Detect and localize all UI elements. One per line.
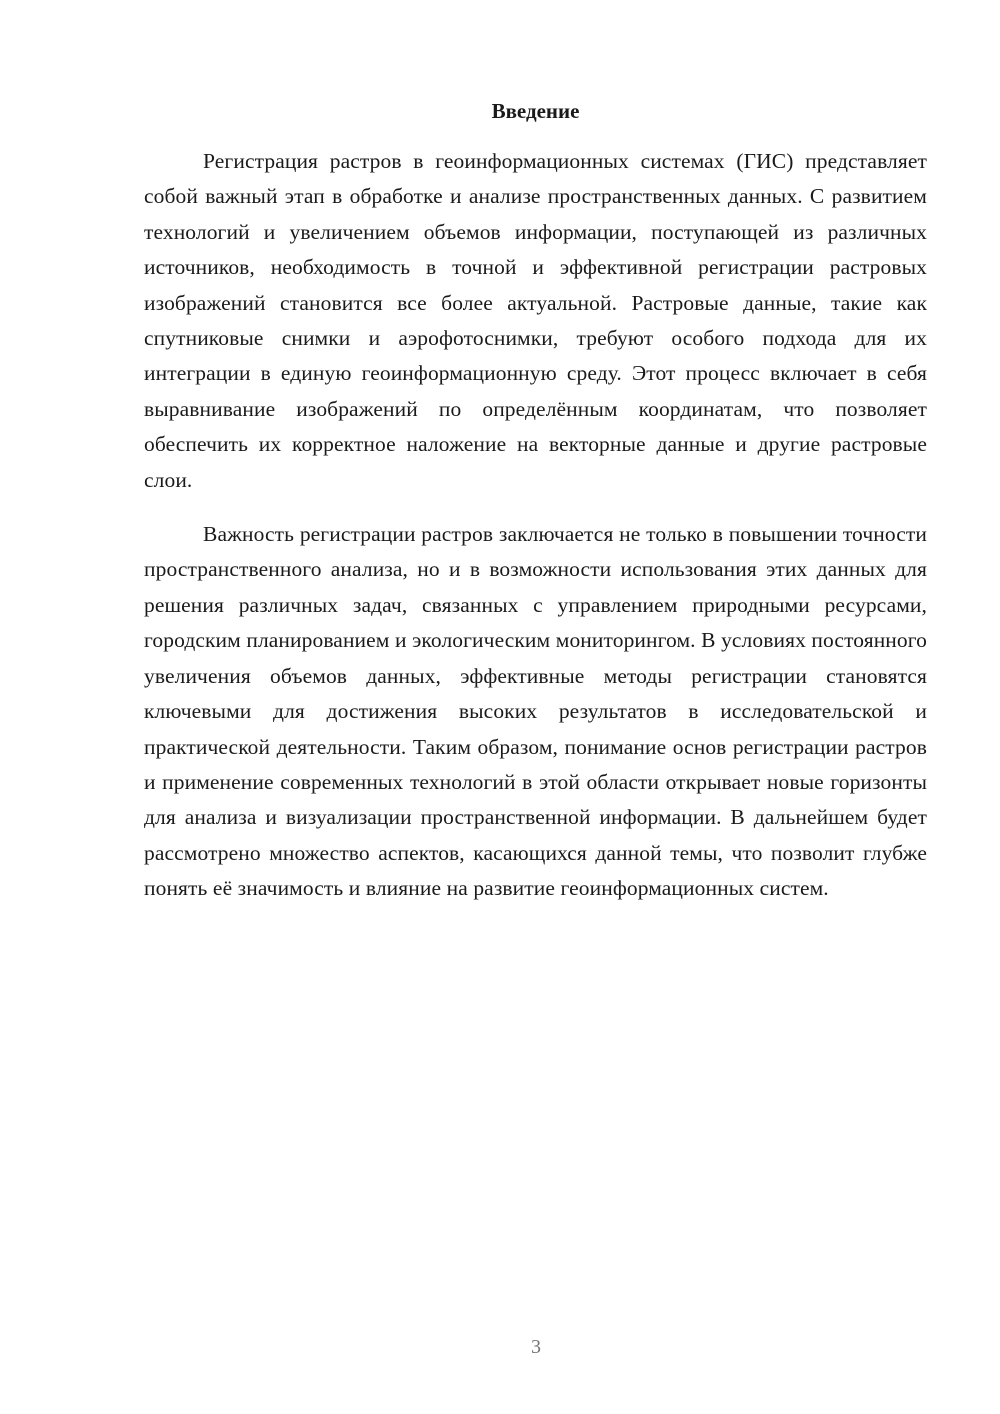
section-heading: Введение [491, 99, 580, 123]
document-body [144, 144, 927, 907]
paragraph-introduction: Регистрация растров в геоинформационных системах (ГИС) представляет собой важный этап в обработке и анализе пространственных данных. С развитием технологий и увеличением объемов информации, поступающей из различных источников, необходимость в точной и эффективной регистрации растровых изображений становится все более актуальной. Растровые данные, такие как спутниковые снимки и аэрофотоснимки, требуют особого подхода для их интеграции в единую геоинформационную среду. Этот процесс включает в себя выравнивание изображений по определённым координатам, что позволяет обеспечить их корректное наложение на векторные данные и другие растровые слои. [144, 149, 927, 492]
page-number: 3 [531, 1336, 541, 1358]
paragraph-importance: Важность регистрации растров заключается не только в повышении точности пространственного анализа, но и в возможности использования этих данных для решения различных задач, связанных с управлением природными ресурсами, городским планированием и экологическим мониторингом. В условиях постоянного увеличения объемов данных, эффективные методы регистрации становятся ключевыми для достижения высоких результатов в исследовательской и практической деятельности. Таким образом, понимание основ регистрации растров и применение современных технологий в этой области открывает новые горизонты для анализа и визуализации пространственной информации. В дальнейшем будет рассмотрено множество аспектов, касающихся данной темы, что позволит глубже понять её значимость и влияние на развитие геоинформационных систем. [144, 522, 927, 901]
